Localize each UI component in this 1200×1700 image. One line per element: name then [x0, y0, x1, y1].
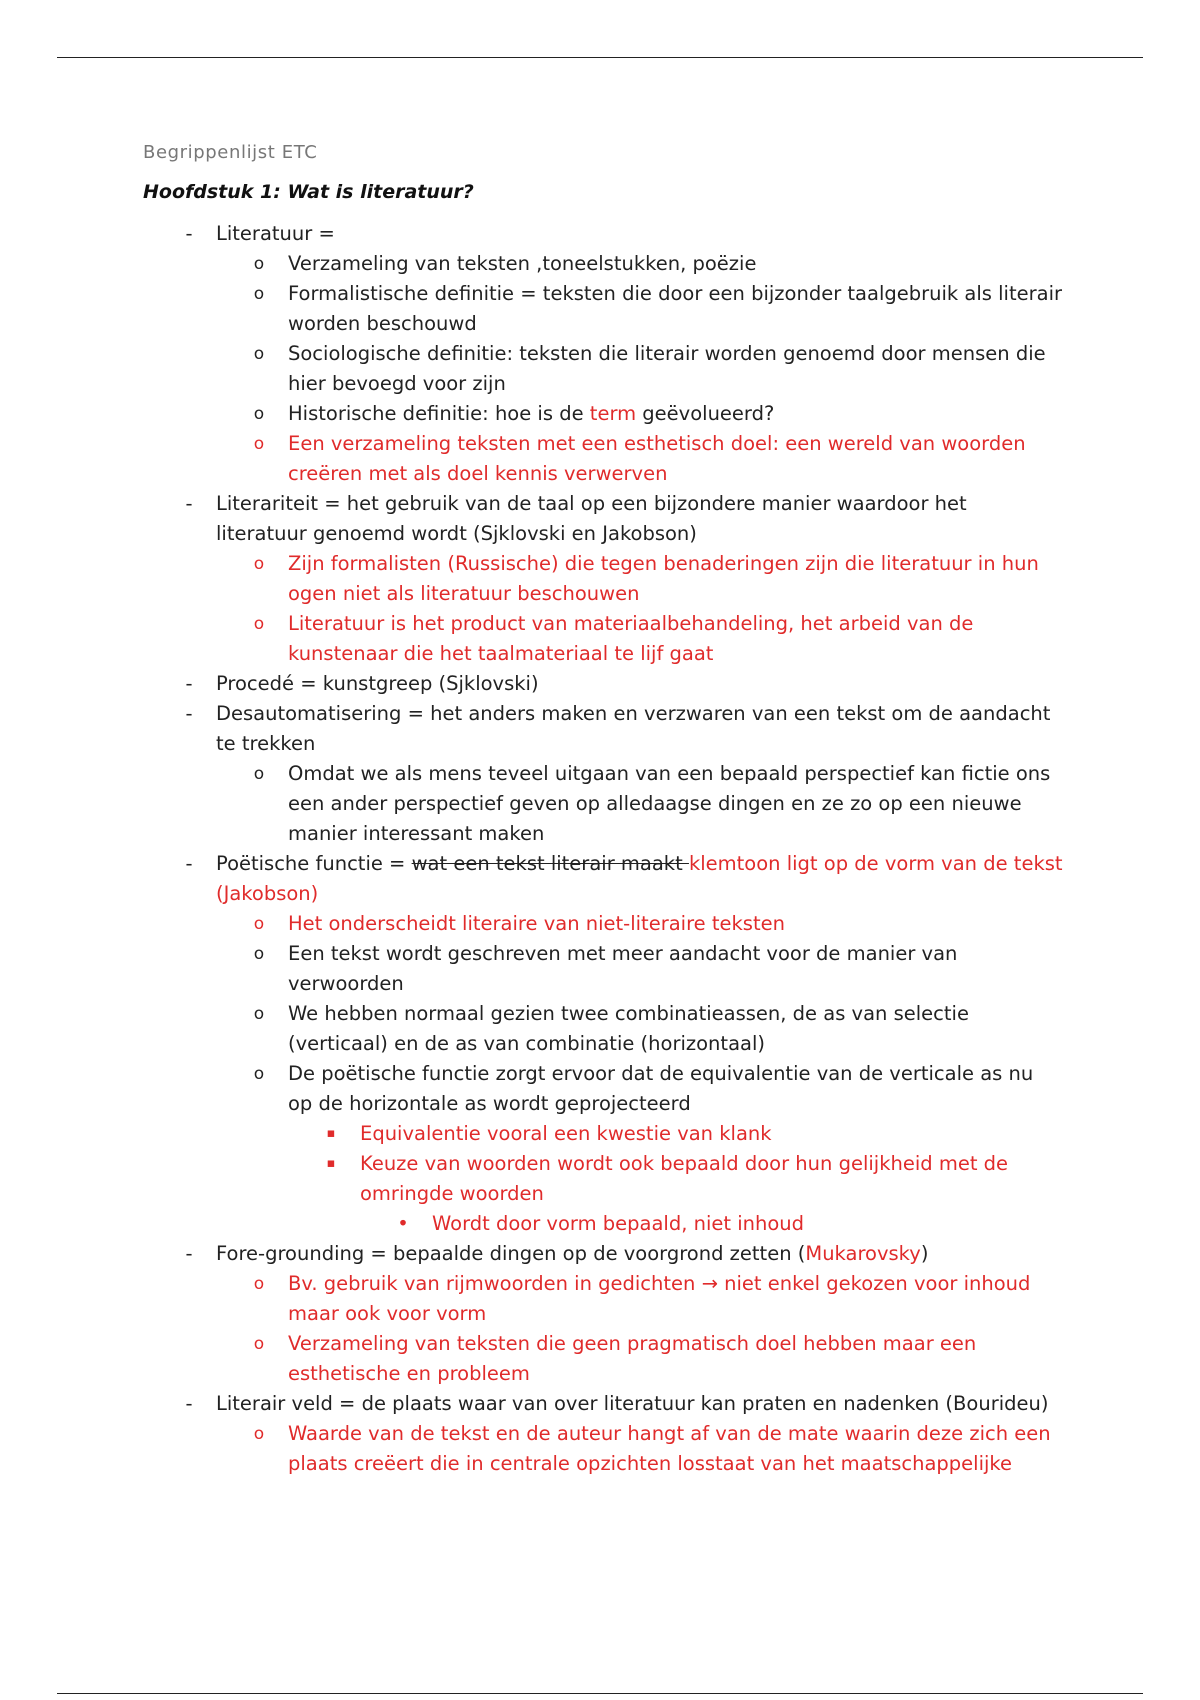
dash-marker: - [185, 222, 193, 245]
list-item: • Wordt door vorm bepaald, niet inhoud [143, 1209, 1063, 1239]
list-item: o Omdat we als mens teveel uitgaan van een bepaald perspectief kan fictie ons een ander perspectief geven op alledaagse dingen en ze zo op een nieuwe manier interessant maken [143, 759, 1063, 849]
circle-marker: o [253, 1064, 265, 1084]
circle-marker: o [253, 914, 265, 934]
circle-marker: o [253, 434, 265, 454]
circle-marker: o [253, 254, 265, 274]
list-item: o De poëtische functie zorgt ervoor dat de equivalentie van de verticale as nu op de horizontale as wordt geprojecteerd [143, 1059, 1063, 1119]
list-item: ▪ Equivalentie vooral een kwestie van klank [143, 1119, 1063, 1149]
term-procede: - Procedé = kunstgreep (Sjklovski) [143, 669, 1063, 699]
term-literatuur: - Literatuur = [143, 219, 1063, 249]
round-bullet-marker: • [397, 1212, 409, 1235]
list-item: o Verzameling van teksten ,toneelstukken, poëzie [143, 249, 1063, 279]
list-item: o Formalistische definitie = teksten die door een bijzonder taalgebruik als literair worden beschouwd [143, 279, 1063, 339]
chapter-title: Hoofdstuk 1: Wat is literatuur? [143, 181, 474, 203]
dash-marker: - [185, 702, 193, 725]
dash-marker: - [185, 1242, 193, 1265]
dash-marker: - [185, 672, 193, 695]
term-fore-grounding: - Fore-grounding = bepaalde dingen op de voorgrond zetten (Mukarovsky) [143, 1239, 1063, 1269]
list-item: o Een verzameling teksten met een esthetisch doel: een wereld van woorden creëren met als doel kennis verwerven [143, 429, 1063, 489]
list-item: o Sociologische definitie: teksten die literair worden genoemd door mensen die hier bevoegd voor zijn [143, 339, 1063, 399]
square-bullet-marker: ▪ [326, 1126, 336, 1141]
circle-marker: o [253, 1004, 265, 1024]
document-body [143, 142, 1063, 1479]
circle-marker: o [253, 344, 265, 364]
circle-marker: o [253, 404, 265, 424]
term-literair-veld: - Literair veld = de plaats waar van over literatuur kan praten en nadenken (Bourideu) [143, 1389, 1063, 1419]
square-bullet-marker: ▪ [326, 1156, 336, 1171]
page-header: Begrippenlijst ETC [143, 142, 318, 163]
circle-marker: o [253, 1274, 265, 1294]
circle-marker: o [253, 284, 265, 304]
list-item: o We hebben normaal gezien twee combinatieassen, de as van selectie (verticaal) en de as van combinatie (horizontaal) [143, 999, 1063, 1059]
list-item: o Waarde van de tekst en de auteur hangt af van de mate waarin deze zich een plaats creëert die in centrale opzichten losstaat van het maatschappelijke [143, 1419, 1063, 1479]
circle-marker: o [253, 614, 265, 634]
list-item: o Een tekst wordt geschreven met meer aandacht voor de manier van verwoorden [143, 939, 1063, 999]
list-item: o Bv. gebruik van rijmwoorden in gedichten → niet enkel gekozen voor inhoud maar ook voor vorm [143, 1269, 1063, 1329]
circle-marker: o [253, 554, 265, 574]
list-item: o Het onderscheidt literaire van niet-literaire teksten [143, 909, 1063, 939]
list-item: o Verzameling van teksten die geen pragmatisch doel hebben maar een esthetische en probleem [143, 1329, 1063, 1389]
circle-marker: o [253, 1334, 265, 1354]
list-item: o Literatuur is het product van materiaalbehandeling, het arbeid van de kunstenaar die het taalmateriaal te lijf gaat [143, 609, 1063, 669]
dash-marker: - [185, 852, 193, 875]
term-poetische-functie: - Poëtische functie = wat een tekst literair maakt klemtoon ligt op de vorm van de tekst (Jakobson) [143, 849, 1063, 909]
term-literariteit: - Literariteit = het gebruik van de taal op een bijzondere manier waardoor het literatuur genoemd wordt (Sjklovski en Jakobson) [143, 489, 1063, 549]
term-desautomatisering: - Desautomatisering = het anders maken en verzwaren van een tekst om de aandacht te trekken [143, 699, 1063, 759]
circle-marker: o [253, 944, 265, 964]
bottom-rule [57, 1693, 1143, 1694]
circle-marker: o [253, 764, 265, 784]
circle-marker: o [253, 1424, 265, 1444]
dash-marker: - [185, 492, 193, 515]
dash-marker: - [185, 1392, 193, 1415]
top-rule [57, 57, 1143, 58]
list-item: o Historische definitie: hoe is de term geëvolueerd? [143, 399, 1063, 429]
list-item: o Zijn formalisten (Russische) die tegen benaderingen zijn die literatuur in hun ogen niet als literatuur beschouwen [143, 549, 1063, 609]
struck-text: wat een tekst literair maakt [411, 852, 689, 875]
list-item: ▪ Keuze van woorden wordt ook bepaald door hun gelijkheid met de omringde woorden [143, 1149, 1063, 1209]
